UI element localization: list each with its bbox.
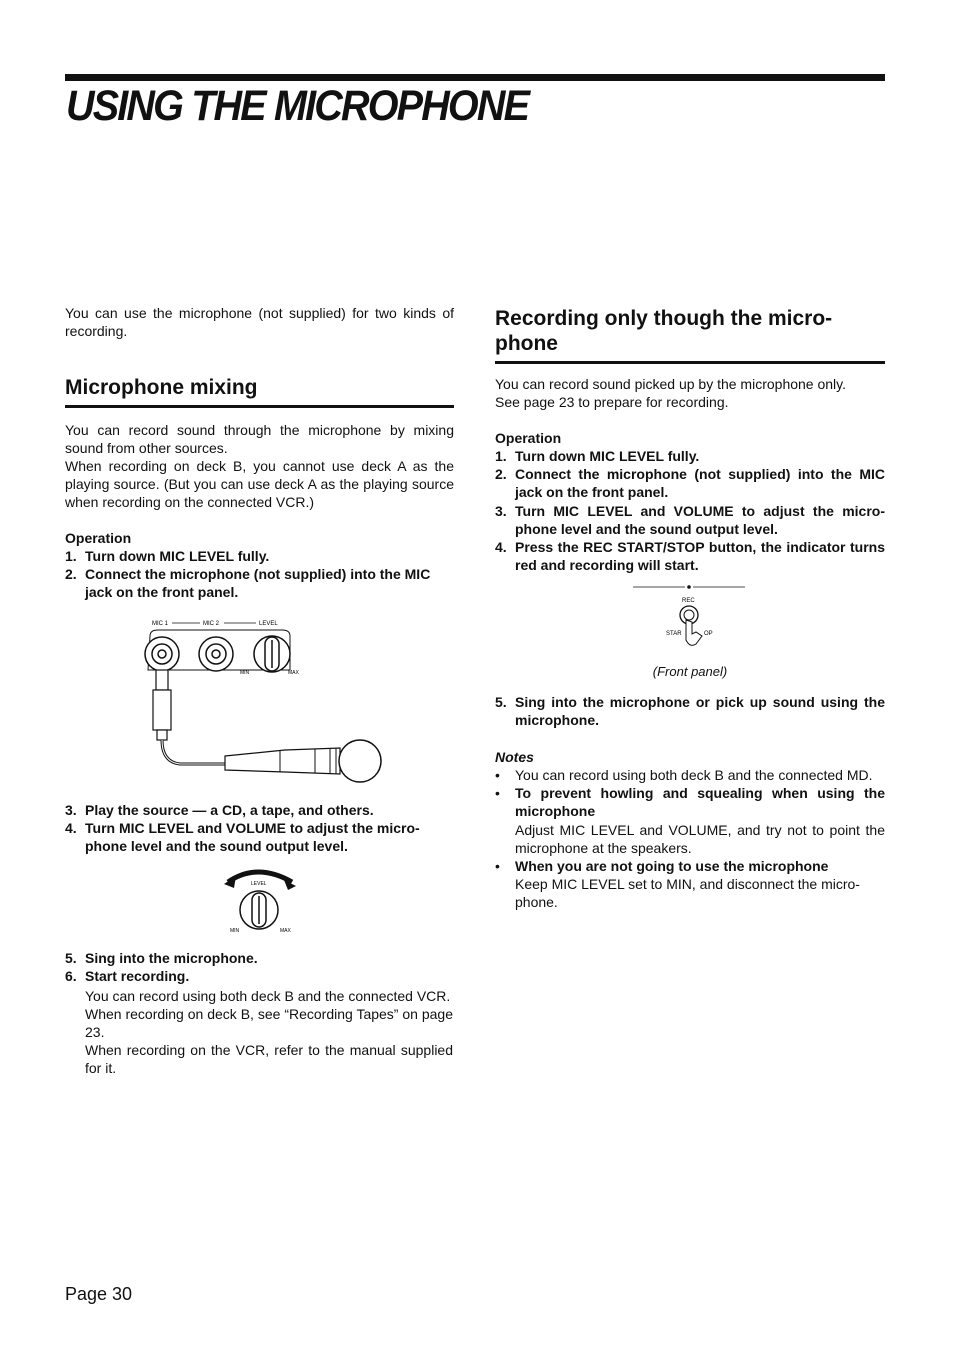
- step-number: 2.: [495, 466, 507, 483]
- step-number: 6.: [65, 968, 77, 985]
- notes-heading: Notes: [495, 749, 534, 765]
- list-item: • When you are not going to use the microphone Keep MIC LEVEL set to MIN, and disconnect the micro-phone.: [495, 858, 860, 911]
- microphone-icon: [225, 748, 340, 774]
- step-text: Press the REC START/STOP button, the indicator turns red and recording will start.: [515, 539, 885, 574]
- recording-body-2: See page 23 to prepare for recording.: [495, 394, 729, 410]
- page-title: USING THE MICROPHONE: [66, 82, 529, 130]
- mic2-jack-icon: [199, 637, 233, 671]
- list-item: [65, 801, 454, 819]
- level-label: LEVEL: [259, 621, 278, 627]
- step-number: 5.: [65, 950, 77, 966]
- page-number: Page 30: [65, 1284, 133, 1304]
- step-number: 3.: [495, 502, 507, 519]
- step-text: Turn down MIC LEVEL fully.: [85, 548, 270, 564]
- mixing-body-1: You can record sound through the microphone by mixing sound from other sources.: [65, 422, 454, 457]
- mixing-after-1: You can record using both deck B and the connected VCR.: [85, 988, 451, 1004]
- recording-operation-label: Operation: [495, 430, 562, 446]
- note-text: You can record using both deck B and the connected MD.: [515, 767, 873, 783]
- step-text: Turn MIC LEVEL and VOLUME to adjust the micro-phone level and the sound output level.: [85, 820, 420, 855]
- mixing-after-2: When recording on deck B, see “Recording Tapes” on page 23.: [85, 1006, 453, 1041]
- step-text: Turn MIC LEVEL and VOLUME to adjust the micro-phone level and the sound output level.: [515, 502, 885, 537]
- recording-heading-line1: Recording only though the micro-: [495, 307, 833, 330]
- step-number: 5.: [495, 694, 507, 710]
- note-heading: To prevent howling and squealing when using the microphone: [515, 785, 885, 820]
- note-text: Keep MIC LEVEL set to MIN, and disconnect the micro-phone.: [515, 876, 860, 911]
- step-number: 4.: [495, 539, 507, 556]
- mixing-steps-b: [65, 801, 454, 856]
- front-panel-diagram: [630, 582, 750, 662]
- note-text: Adjust MIC LEVEL and VOLUME, and try not to point the microphone at the speakers.: [515, 821, 885, 856]
- step-text: Connect the microphone (not supplied) into the MIC jack on the front panel.: [515, 466, 885, 501]
- list-item: [495, 538, 885, 574]
- mixing-heading-rule: [65, 405, 454, 408]
- step-text: Sing into the microphone or pick up sound using the microphone.: [515, 694, 885, 729]
- list-item: • To prevent howling and squealing when using the microphone Adjust MIC LEVEL and VOLUME, and try not to point the microphone at the speakers.: [495, 785, 885, 856]
- mixing-steps-a: [65, 547, 454, 602]
- recording-steps-b: [495, 693, 885, 729]
- list-item: [65, 547, 454, 565]
- recording-heading-line2: phone: [495, 332, 558, 355]
- intro-text: You can use the microphone (not supplied) for two kinds of recording.: [65, 305, 454, 340]
- pressing-finger-icon: [686, 620, 702, 645]
- list-item: [65, 967, 454, 985]
- title-rule: [65, 74, 885, 81]
- mic2-label: MIC 2: [203, 621, 220, 627]
- knob-max-label: MAX: [280, 928, 291, 934]
- mixing-section-heading: [65, 375, 454, 408]
- step-text: Turn down MIC LEVEL fully.: [515, 448, 700, 464]
- mixing-body-2: When recording on deck B, you cannot use deck A as the playing source. (But you can use deck A as the playing source when recording on the connected VCR.): [65, 458, 454, 511]
- list-item: [495, 693, 885, 729]
- step-number: 2.: [65, 566, 77, 583]
- recording-heading-rule: [495, 361, 885, 364]
- list-item: [65, 949, 454, 967]
- min-label: MIN: [240, 670, 250, 676]
- mic-connection-diagram: [140, 612, 390, 792]
- max-label: MAX: [288, 670, 299, 676]
- mic1-label: MIC 1: [152, 621, 169, 627]
- list-item: [495, 502, 885, 538]
- list-item: [65, 565, 454, 601]
- note-heading: When you are not going to use the microphone: [515, 858, 829, 875]
- list-item: [65, 819, 454, 855]
- mixing-heading: Microphone mixing: [65, 376, 258, 399]
- front-panel-caption: (Front panel): [652, 664, 728, 679]
- step-number: 3.: [65, 802, 77, 818]
- mic-head-icon: [339, 740, 381, 782]
- step-text: Sing into the microphone.: [85, 950, 258, 966]
- level-knob-diagram: [222, 862, 302, 937]
- recording-body-1: You can record sound picked up by the microphone only.: [495, 376, 847, 392]
- knob-min-label: MIN: [230, 928, 240, 934]
- rec-label: REC: [682, 598, 695, 604]
- list-item: • You can record using both deck B and the connected MD.: [495, 767, 873, 783]
- mic1-jack-icon: [145, 637, 179, 671]
- knob-level-label: LEVEL: [251, 881, 267, 887]
- step-number: 4.: [65, 820, 77, 837]
- step-number: 1.: [495, 448, 507, 464]
- start-label: STAR: [666, 631, 682, 637]
- step-text: Play the source — a CD, a tape, and others.: [85, 802, 374, 818]
- recording-steps-a: [495, 447, 885, 574]
- recording-section-heading: [495, 306, 885, 364]
- stop-label: OP: [704, 631, 713, 637]
- step-number: 1.: [65, 548, 77, 564]
- mixing-operation-label: Operation: [65, 530, 132, 546]
- rec-indicator-icon: [687, 585, 691, 589]
- notes-list: [495, 766, 885, 912]
- mixing-after-3: When recording on the VCR, refer to the manual supplied for it.: [85, 1042, 453, 1077]
- list-item: [495, 465, 885, 501]
- step-text: Connect the microphone (not supplied) into the MIC jack on the front panel.: [85, 566, 431, 601]
- mixing-steps-c: [65, 949, 454, 985]
- plug-icon: [156, 670, 168, 690]
- step-text: Start recording.: [85, 968, 190, 985]
- list-item: [495, 447, 885, 465]
